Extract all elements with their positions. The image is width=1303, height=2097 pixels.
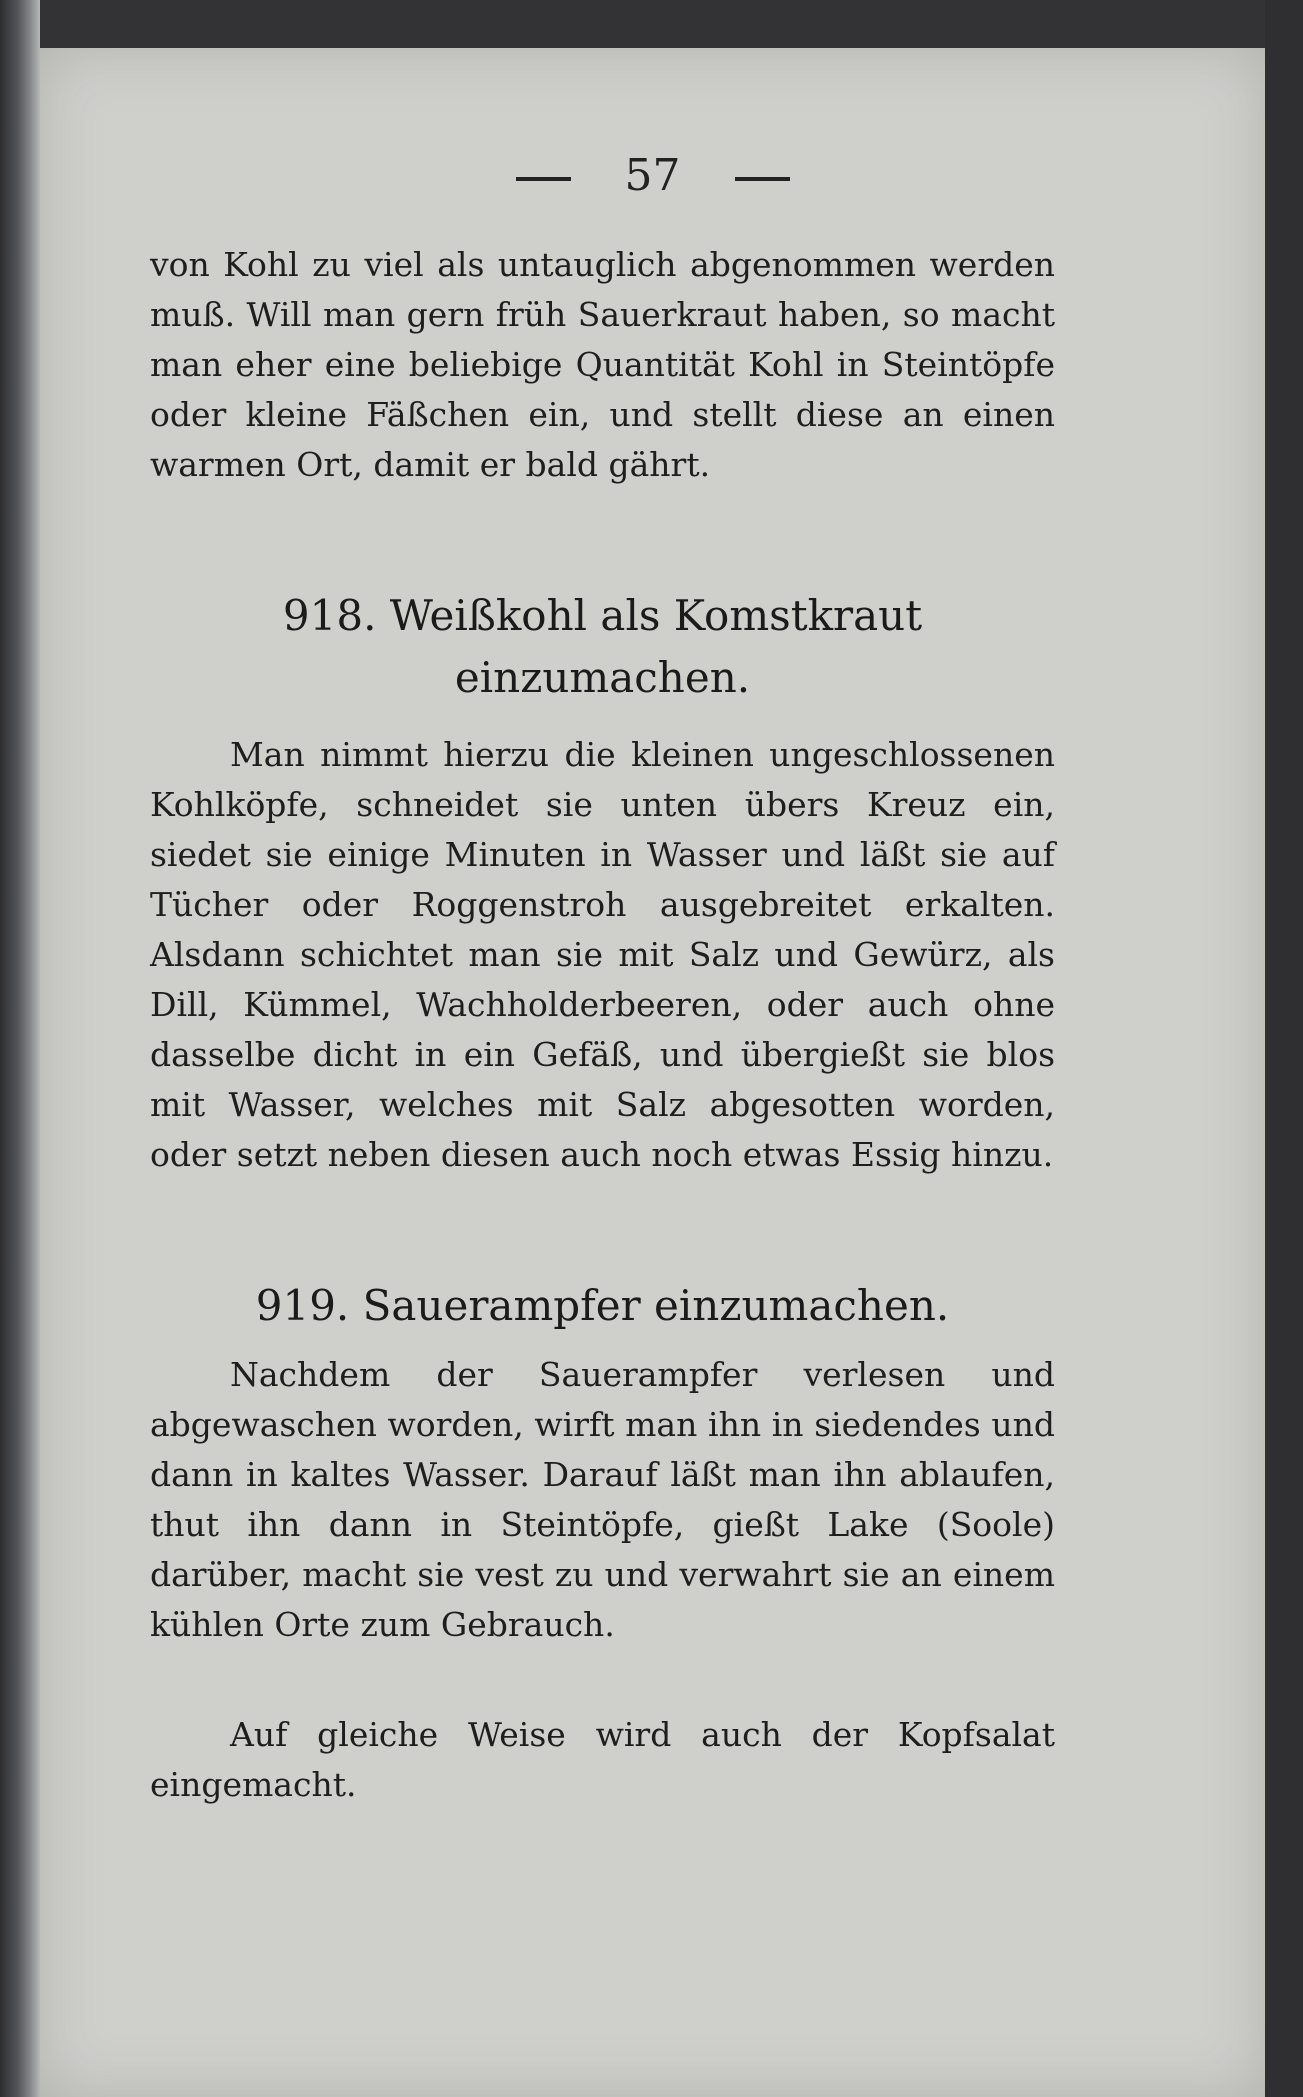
scan-background-top bbox=[40, 0, 1265, 48]
scan-background-right bbox=[1265, 0, 1303, 2097]
page-header bbox=[40, 150, 1265, 201]
header-dash-left bbox=[516, 177, 571, 181]
closing-paragraph: Auf gleiche Weise wird auch der Kopfsalat eingemacht. bbox=[150, 1715, 1055, 1804]
section-918-text: Man nimmt hierzu die kleinen ungeschlossenen Kohlköpfe, schneidet sie unten übers Kreuz ein, siedet sie einige Minuten in Wasser und läßt sie auf Tücher oder Roggenstroh ausgebreitet erkalten. Alsdann schichtet man sie mit Salz und Gewürz, als Dill, Kümmel, Wachholderbeeren, oder auch ohne dasselbe dicht in ein Gefäß, und übergießt sie blos mit Wasser, welches mit Salz abgesotten worden, oder setzt neben diesen auch noch etwas Essig hinzu. bbox=[150, 735, 1055, 1174]
page-number: 57 bbox=[624, 150, 681, 201]
header-dash-right bbox=[735, 177, 790, 181]
book-spine-edge bbox=[0, 0, 40, 2097]
section-919-text: Nachdem der Sauerampfer verlesen und abgewaschen worden, wirft man ihn in siedendes und dann in kaltes Wasser. Darauf läßt man ihn ablaufen, thut ihn dann in Steintöpfe, gießt Lake (Soole) darüber, macht sie vest zu und verwahrt sie an einem kühlen Orte zum Gebrauch. bbox=[150, 1355, 1055, 1644]
section-918-heading: 918. Weißkohl als Komstkraut einzumachen. bbox=[282, 591, 923, 702]
intro-paragraph: von Kohl zu viel als untauglich abgenommen werden muß. Will man gern früh Sauerkraut haben, so macht man eher eine beliebige Quantität Kohl in Steintöpfe oder kleine Fäßchen ein, und stellt diese an einen warmen Ort, damit er bald gährt. bbox=[150, 245, 1055, 484]
section-919-heading: 919. Sauerampfer einzumachen. bbox=[255, 1281, 950, 1330]
